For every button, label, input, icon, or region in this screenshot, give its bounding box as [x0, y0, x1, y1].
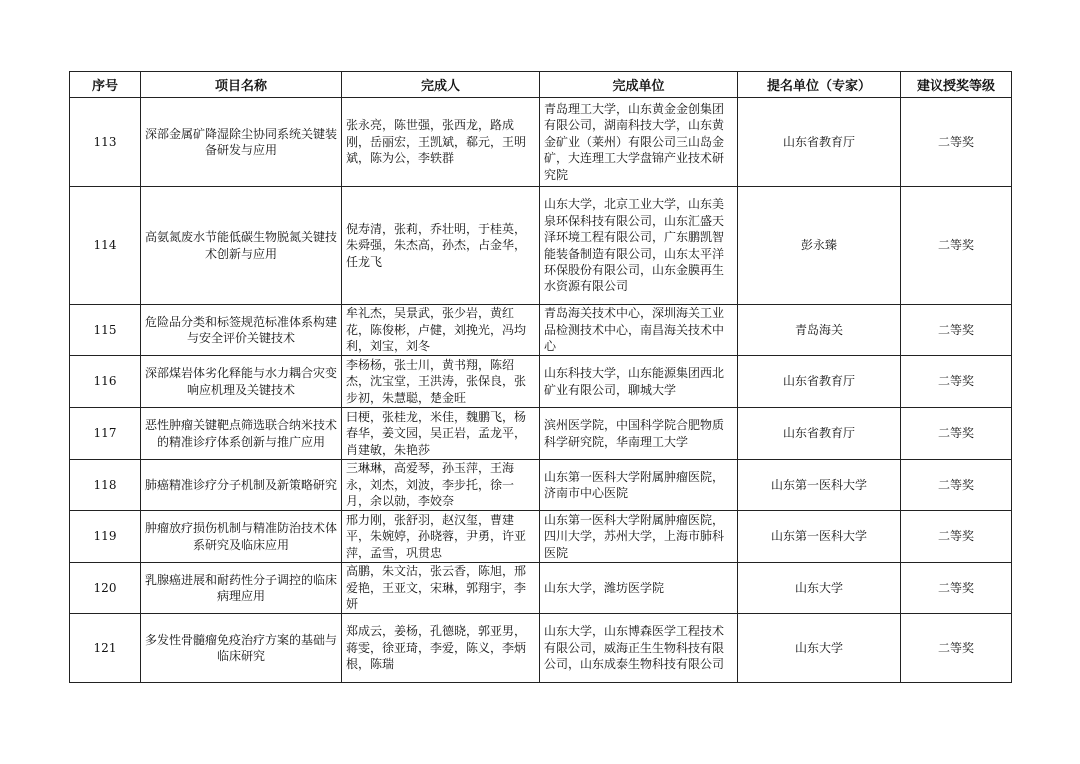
- cell-nominator: 山东第一医科大学: [738, 511, 901, 563]
- cell-grade: 二等奖: [901, 408, 1012, 460]
- table-row: [70, 187, 1012, 305]
- cell-nominator: 山东大学: [738, 614, 901, 683]
- cell-no: 115: [70, 305, 141, 356]
- cell-grade: 二等奖: [901, 563, 1012, 614]
- cell-nominator: 山东省教育厅: [738, 408, 901, 460]
- cell-no: 116: [70, 356, 141, 408]
- table-row: [70, 563, 1012, 614]
- cell-nominator: 青岛海关: [738, 305, 901, 356]
- cell-people: 曰梗，张桂龙，米佳，魏鹏飞，杨春华，姜文园，吴正岩，孟龙平，肖建敏，朱艳莎: [342, 408, 540, 460]
- table-row: [70, 305, 1012, 356]
- cell-grade: 二等奖: [901, 511, 1012, 563]
- table-row: [70, 356, 1012, 408]
- col-header-unit: 完成单位: [540, 72, 738, 98]
- cell-unit: 青岛理工大学，山东黄金金创集团有限公司，湖南科技大学，山东黄金矿业（莱州）有限公司三山岛金矿，大连理工大学盘锦产业技术研究院: [540, 98, 738, 187]
- cell-no: 114: [70, 187, 141, 305]
- cell-unit: 山东大学，北京工业大学，山东美泉环保科技有限公司，山东汇盛天泽环境工程有限公司，广东鹏凯智能装备制造有限公司，山东太平洋环保股份有限公司，山东金膜再生水资源有限公司: [540, 187, 738, 305]
- cell-project-name: 恶性肿瘤关键靶点筛选联合纳米技术的精准诊疗体系创新与推广应用: [141, 408, 342, 460]
- cell-unit: 山东第一医科大学附属肿瘤医院，四川大学，苏州大学，上海市肺科医院: [540, 511, 738, 563]
- cell-people: 三琳琳，高爱琴，孙玉萍，王海永，刘杰，刘波，李步托，徐一月，余以勍，李姣奈: [342, 460, 540, 511]
- col-header-nominator: 提名单位（专家）: [738, 72, 901, 98]
- cell-people: 高鹏，朱文沽，张云香，陈旭，邢爱艳，王亚文，宋琳，郭翔宇，李妍: [342, 563, 540, 614]
- cell-people: 邢力刚，张舒羽，赵汉玺，曹建平，朱婉婷，孙晓蓉，尹勇，许亚萍，孟雪，巩贯忠: [342, 511, 540, 563]
- cell-unit: 山东科技大学，山东能源集团西北矿业有限公司，聊城大学: [540, 356, 738, 408]
- header-row: [70, 72, 1012, 98]
- cell-project-name: 肺癌精准诊疗分子机制及新策略研究: [141, 460, 342, 511]
- cell-grade: 二等奖: [901, 187, 1012, 305]
- cell-project-name: 深部煤岩体劣化释能与水力耦合灾变响应机理及关键技术: [141, 356, 342, 408]
- cell-no: 118: [70, 460, 141, 511]
- table-row: [70, 460, 1012, 511]
- cell-unit: 滨州医学院，中国科学院合肥物质科学研究院，华南理工大学: [540, 408, 738, 460]
- col-header-name: 项目名称: [141, 72, 342, 98]
- cell-unit: 青岛海关技术中心，深圳海关工业品检测技术中心，南昌海关技术中心: [540, 305, 738, 356]
- cell-project-name: 深部金属矿降湿除尘协同系统关键装备研发与应用: [141, 98, 342, 187]
- table-row: [70, 98, 1012, 187]
- cell-no: 117: [70, 408, 141, 460]
- cell-nominator: 山东大学: [738, 563, 901, 614]
- col-header-people: 完成人: [342, 72, 540, 98]
- col-header-grade: 建议授奖等级: [901, 72, 1012, 98]
- cell-no: 113: [70, 98, 141, 187]
- cell-no: 121: [70, 614, 141, 683]
- cell-nominator: 山东省教育厅: [738, 98, 901, 187]
- cell-project-name: 高氨氮废水节能低碳生物脱氮关键技术创新与应用: [141, 187, 342, 305]
- col-header-no: 序号: [70, 72, 141, 98]
- cell-grade: 二等奖: [901, 356, 1012, 408]
- cell-project-name: 乳腺癌进展和耐药性分子调控的临床病理应用: [141, 563, 342, 614]
- table-row: [70, 408, 1012, 460]
- cell-no: 120: [70, 563, 141, 614]
- cell-grade: 二等奖: [901, 305, 1012, 356]
- cell-project-name: 多发性骨髓瘤免疫治疗方案的基础与临床研究: [141, 614, 342, 683]
- cell-nominator: 彭永臻: [738, 187, 901, 305]
- cell-unit: 山东第一医科大学附属肿瘤医院，济南市中心医院: [540, 460, 738, 511]
- cell-nominator: 山东第一医科大学: [738, 460, 901, 511]
- cell-no: 119: [70, 511, 141, 563]
- cell-unit: 山东大学，潍坊医学院: [540, 563, 738, 614]
- award-table: [69, 71, 1012, 683]
- cell-people: 李杨杨，张士川，黄书翔，陈绍杰，沈宝堂，王洪涛，张保良，张步初，朱慧聪，楚金旺: [342, 356, 540, 408]
- cell-people: 郑成云，姜杨，孔德晓，郭亚男，蒋雯，徐亚琦，李爱，陈义，李炳根，陈瑞: [342, 614, 540, 683]
- table-row: [70, 511, 1012, 563]
- cell-unit: 山东大学，山东博森医学工程技术有限公司，威海正生生物科技有限公司，山东成泰生物科技有限公司: [540, 614, 738, 683]
- cell-grade: 二等奖: [901, 614, 1012, 683]
- cell-people: 倪寿清，张莉，乔壮明，于桂英，朱舜强，朱杰高，孙杰，占金华，任龙飞: [342, 187, 540, 305]
- cell-people: 牟礼杰，吴景武，张少岩，黄红花，陈俊彬，卢健，刘挽光，冯均利，刘宝，刘冬: [342, 305, 540, 356]
- cell-project-name: 危险品分类和标签规范标准体系构建与安全评价关键技术: [141, 305, 342, 356]
- table-row: [70, 614, 1012, 683]
- cell-nominator: 山东省教育厅: [738, 356, 901, 408]
- cell-grade: 二等奖: [901, 460, 1012, 511]
- cell-grade: 二等奖: [901, 98, 1012, 187]
- cell-people: 张永亮，陈世强，张西龙，路成刚，岳丽宏，王凯斌，郗元，王明斌，陈为公，李轶群: [342, 98, 540, 187]
- cell-project-name: 肿瘤放疗损伤机制与精准防治技术体系研究及临床应用: [141, 511, 342, 563]
